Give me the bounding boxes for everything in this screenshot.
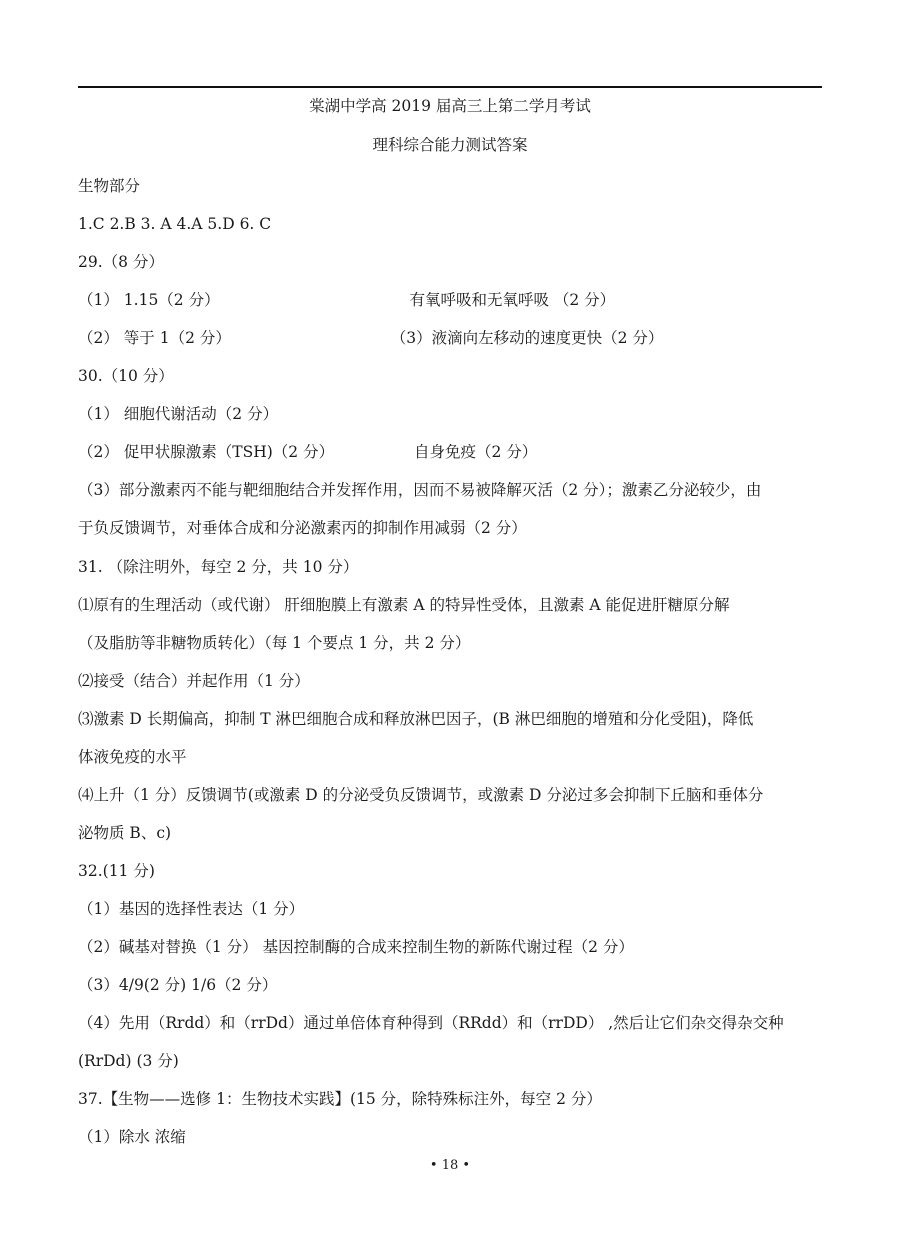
q32-answer-1: （1）基因的选择性表达（1 分）	[78, 900, 305, 918]
q32-answer-4: （4）先用（Rrdd）和（rrDd）通过单倍体育种得到（RRdd）和（rrDD） ,然后让它们杂交得杂交种	[78, 1014, 784, 1032]
q37-answer-1: （1）除水 浓缩	[78, 1128, 186, 1146]
q31-answer-1-cont: （及脂肪等非糖物质转化）（每 1 个要点 1 分，共 2 分）	[78, 634, 471, 652]
q32-answer-3: （3）4/9(2 分) 1/6（2 分）	[78, 976, 278, 994]
q30-answer-3-cont: 于负反馈调节，对垂体合成和分泌激素丙的抑制作用减弱（2 分）	[78, 519, 527, 537]
q29-answer-3: （3）液滴向左移动的速度更快（2 分）	[390, 329, 664, 347]
page-subtitle: 理科综合能力测试答案	[372, 136, 528, 154]
q30-answer-3: （3）部分激素丙不能与靶细胞结合并发挥作用，因而不易被降解灭活（2 分）；激素乙分泌较少，由	[78, 481, 762, 499]
q30-answer-2a: （2） 促甲状腺激素（TSH)（2 分）	[78, 443, 335, 461]
q30-answer-2b: 自身免疫（2 分）	[413, 443, 538, 461]
q31-answer-3-cont: 体液免疫的水平	[78, 748, 187, 766]
q30-answer-1: （1） 细胞代谢活动（2 分）	[78, 405, 279, 423]
header-rule	[78, 86, 822, 88]
q32-heading: 32.(11 分)	[78, 862, 155, 880]
q31-answer-3: ⑶激素 D 长期偏高，抑制 T 淋巴细胞合成和释放淋巴因子，(B 淋巴细胞的增殖和分化受阻)，降低	[78, 710, 754, 728]
q37-heading: 37.【生物——选修 1：生物技术实践】(15 分，除特殊标注外，每空 2 分）	[78, 1090, 602, 1108]
q32-answer-2: （2）碱基对替换（1 分） 基因控制酶的合成来控制生物的新陈代谢过程（2 分）	[78, 938, 634, 956]
q29-line	[78, 328, 838, 348]
q31-answer-4-cont: 泌物质 B、c)	[78, 824, 172, 842]
q32-answer-4-cont: (RrDd) (3 分)	[78, 1052, 179, 1070]
q29-heading: 29.（8 分）	[78, 253, 164, 271]
page-title: 棠湖中学高 2019 届高三上第二学月考试	[309, 97, 591, 115]
q31-answer-2: ⑵接受（结合）并起作用（1 分）	[78, 672, 310, 690]
mc-answers: 1.C 2.B 3. A 4.A 5.D 6. C	[78, 215, 272, 233]
q30-line	[78, 442, 838, 462]
q30-heading: 30.（10 分）	[78, 367, 174, 385]
q29-answer-1b: 有氧呼吸和无氧呼吸 （2 分）	[409, 291, 616, 309]
q29-answer-1: （1） 1.15（2 分）	[78, 291, 220, 309]
q29-answer-2: （2） 等于 1（2 分）	[78, 329, 231, 347]
q31-answer-4: ⑷上升（1 分）反馈调节(或激素 D 的分泌受负反馈调节，或激素 D 分泌过多会抑制下丘脑和垂体分	[78, 786, 764, 804]
q31-answer-1: ⑴原有的生理活动（或代谢） 肝细胞膜上有激素 A 的特异性受体，且激素 A 能促进肝糖原分解	[78, 596, 730, 614]
section-heading: 生物部分	[78, 177, 141, 195]
q31-heading: 31. （除注明外，每空 2 分，共 10 分）	[78, 558, 359, 576]
page-number: • 18 •	[429, 1158, 471, 1173]
q29-line	[78, 290, 838, 310]
